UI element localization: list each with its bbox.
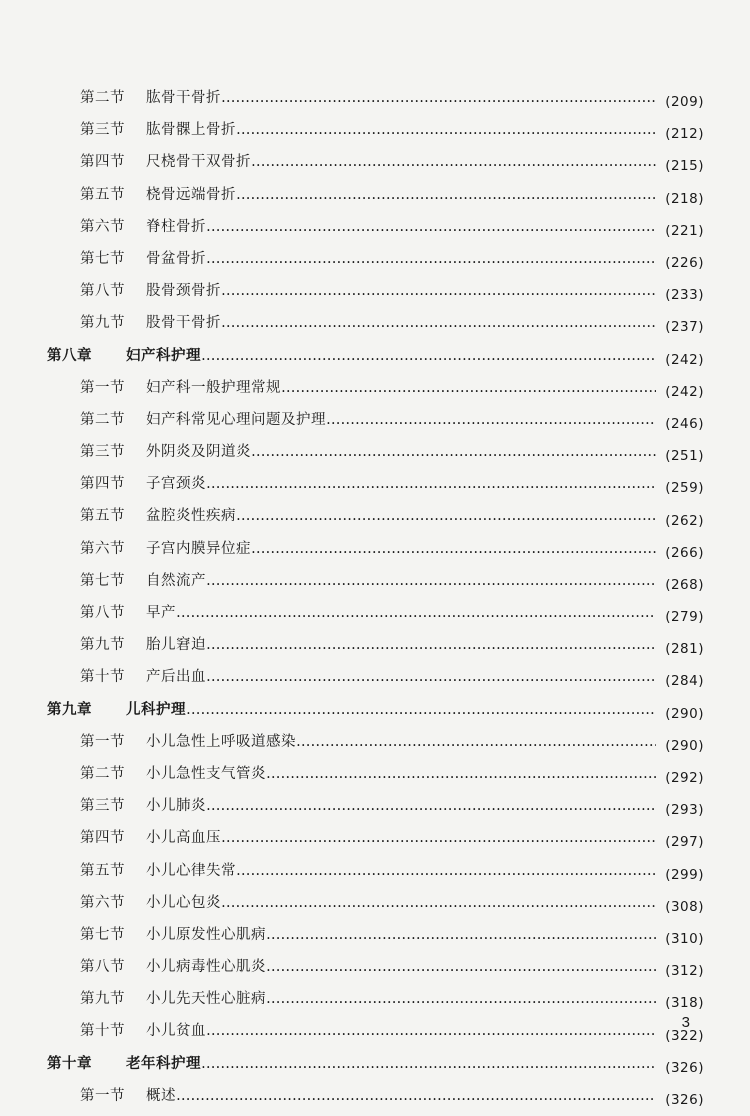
toc-section-row (0, 1019, 750, 1051)
toc-section-row (0, 569, 750, 601)
section-number: 第九节 (80, 315, 125, 332)
table-of-contents (0, 86, 750, 1116)
section-title: 胎儿窘迫 ……………………………………………………………………………………………………………………………… (146, 633, 664, 654)
toc-section-row (0, 601, 750, 633)
section-title: 小儿肺炎 ……………………………………………………………………………………………………………………………… (146, 794, 664, 815)
toc-entry-text (0, 86, 664, 118)
section-title: 子宫内膜异位症 ……………………………………………………………………………………………………………………………… (146, 537, 664, 558)
section-title: 概述 ……………………………………………………………………………………………………………………………… (146, 1084, 664, 1105)
toc-entry-text (0, 987, 664, 1019)
toc-section-row (0, 859, 750, 891)
toc-section-row (0, 215, 750, 247)
toc-chapter-row (0, 698, 750, 730)
toc-section-row (0, 987, 750, 1019)
toc-entry-text (0, 794, 664, 826)
section-title: 小儿心包炎 ……………………………………………………………………………………………………………………………… (146, 891, 664, 912)
page-ref: (242) (656, 352, 704, 368)
section-number: 第三节 (80, 444, 125, 461)
toc-section-row (0, 891, 750, 923)
section-title: 小儿心律失常 ……………………………………………………………………………………………………………………………… (146, 859, 664, 880)
section-title: 骨盆骨折 ……………………………………………………………………………………………………………………………… (146, 247, 664, 268)
chapter-title: 儿科护理 ……………………………………………………………………………………………………………………………… (126, 698, 664, 719)
toc-section-row (0, 376, 750, 408)
section-number: 第一节 (80, 1087, 125, 1104)
page-ref: (259) (656, 480, 704, 496)
section-title: 尺桡骨干双骨折 ……………………………………………………………………………………………………………………………… (146, 150, 664, 171)
section-number: 第七节 (80, 250, 125, 267)
section-number: 第九节 (80, 637, 125, 654)
toc-entry-text (0, 665, 664, 697)
page-ref: (326) (656, 1092, 704, 1108)
section-title: 肱骨髁上骨折 ……………………………………………………………………………………………………………………………… (146, 118, 664, 139)
toc-entry-text (0, 762, 664, 794)
toc-section-row (0, 183, 750, 215)
toc-section-row (0, 279, 750, 311)
page-ref: (212) (656, 126, 704, 142)
page-ref: (318) (656, 995, 704, 1011)
page-ref: (312) (656, 963, 704, 979)
chapter-title: 妇产科护理 ……………………………………………………………………………………………………………………………… (126, 344, 664, 365)
toc-entry-text (0, 376, 664, 408)
page-ref: (297) (656, 834, 704, 850)
section-title: 桡骨远端骨折 ……………………………………………………………………………………………………………………………… (146, 183, 664, 204)
section-number: 第六节 (80, 218, 125, 235)
section-title: 小儿病毒性心肌炎 ……………………………………………………………………………………………………………………………… (146, 955, 664, 976)
toc-section-row (0, 955, 750, 987)
page-ref: (308) (656, 899, 704, 915)
page-ref: (326) (656, 1060, 704, 1076)
page-ref: (290) (656, 706, 704, 722)
section-number: 第二节 (80, 765, 125, 782)
section-title: 小儿原发性心肌病 ……………………………………………………………………………………………………………………………… (146, 923, 664, 944)
toc-section-row (0, 440, 750, 472)
page-ref: (281) (656, 641, 704, 657)
page-ref: (262) (656, 513, 704, 529)
toc-entry-text (0, 537, 664, 569)
toc-entry-text (0, 440, 664, 472)
section-number: 第五节 (80, 508, 125, 525)
section-title: 盆腔炎性疾病 ……………………………………………………………………………………………………………………………… (146, 504, 664, 525)
toc-section-row (0, 923, 750, 955)
toc-entry-text (0, 826, 664, 858)
section-title: 股骨干骨折 ……………………………………………………………………………………………………………………………… (146, 311, 664, 332)
section-number: 第三节 (80, 798, 125, 815)
page-ref: (246) (656, 416, 704, 432)
page-ref: (292) (656, 770, 704, 786)
section-number: 第五节 (80, 186, 125, 203)
section-number: 第七节 (80, 926, 125, 943)
toc-entry-text (0, 472, 664, 504)
section-title: 自然流产 ……………………………………………………………………………………………………………………………… (146, 569, 664, 590)
page-ref: (293) (656, 802, 704, 818)
toc-section-row (0, 504, 750, 536)
chapter-title: 老年科护理 ……………………………………………………………………………………………………………………………… (126, 1052, 664, 1073)
toc-section-row (0, 86, 750, 118)
page-ref: (218) (656, 191, 704, 207)
toc-section-row (0, 408, 750, 440)
section-number: 第八节 (80, 959, 125, 976)
toc-entry-text (0, 569, 664, 601)
section-title: 小儿贫血 ……………………………………………………………………………………………………………………………… (146, 1019, 664, 1040)
toc-entry-text (0, 150, 664, 182)
section-number: 第二节 (80, 411, 125, 428)
toc-section-row (0, 1084, 750, 1116)
toc-entry-text (0, 247, 664, 279)
section-number: 第一节 (80, 379, 125, 396)
page-ref: (233) (656, 287, 704, 303)
page-ref: (322) (656, 1028, 704, 1044)
chapter-number: 第九章 (47, 700, 92, 718)
toc-section-row (0, 794, 750, 826)
page-ref: (209) (656, 94, 704, 110)
section-title: 妇产科一般护理常规 ……………………………………………………………………………………………………………………………… (146, 376, 664, 397)
toc-chapter-row (0, 344, 750, 376)
page-ref: (242) (656, 384, 704, 400)
toc-section-row (0, 247, 750, 279)
section-number: 第九节 (80, 991, 125, 1008)
toc-entry-text (0, 504, 664, 536)
page-ref: (221) (656, 223, 704, 239)
toc-entry-text (0, 279, 664, 311)
section-number: 第六节 (80, 540, 125, 557)
section-title: 小儿先天性心脏病 ……………………………………………………………………………………………………………………………… (146, 987, 664, 1008)
toc-entry-text (0, 311, 664, 343)
section-number: 第十节 (80, 669, 125, 686)
section-title: 小儿急性支气管炎 ……………………………………………………………………………………………………………………………… (146, 762, 664, 783)
section-number: 第二节 (80, 90, 125, 106)
toc-entry-text (0, 698, 664, 730)
section-title: 产后出血 ……………………………………………………………………………………………………………………………… (146, 665, 664, 686)
section-number: 第七节 (80, 572, 125, 589)
section-title: 肱骨干骨折 ……………………………………………………………………………………………………………………………… (146, 86, 664, 107)
section-number: 第六节 (80, 894, 125, 911)
page-number: 3 (681, 1014, 690, 1031)
section-title: 股骨颈骨折 ……………………………………………………………………………………………………………………………… (146, 279, 664, 300)
section-number: 第四节 (80, 154, 125, 171)
section-number: 第十节 (80, 1023, 125, 1040)
chapter-number: 第十章 (47, 1054, 92, 1072)
section-number: 第四节 (80, 830, 125, 847)
page-ref: (237) (656, 319, 704, 335)
section-number: 第五节 (80, 862, 125, 879)
section-number: 第三节 (80, 122, 125, 139)
section-number: 第八节 (80, 605, 125, 621)
toc-entry-text (0, 408, 664, 440)
toc-entry-text (0, 183, 664, 215)
section-title: 小儿高血压 ……………………………………………………………………………………………………………………………… (146, 826, 664, 847)
toc-entry-text (0, 859, 664, 891)
toc-entry-text (0, 1084, 664, 1116)
toc-entry-text (0, 1052, 664, 1084)
toc-entry-text (0, 344, 664, 376)
section-title: 子宫颈炎 ……………………………………………………………………………………………………………………………… (146, 472, 664, 493)
section-title: 外阴炎及阴道炎 ……………………………………………………………………………………………………………………………… (146, 440, 664, 461)
page-ref: (215) (656, 158, 704, 174)
section-title: 脊柱骨折 ……………………………………………………………………………………………………………………………… (146, 215, 664, 236)
toc-section-row (0, 150, 750, 182)
toc-section-row (0, 730, 750, 762)
toc-entry-text (0, 730, 664, 762)
section-number: 第八节 (80, 283, 125, 300)
section-title: 妇产科常见心理问题及护理 ……………………………………………………………………………………………………………………………… (146, 408, 664, 429)
page-ref: (279) (656, 609, 704, 625)
section-number: 第一节 (80, 733, 125, 750)
page-ref: (284) (656, 673, 704, 689)
section-number: 第四节 (80, 476, 125, 493)
page-ref: (266) (656, 545, 704, 561)
toc-entry-text (0, 891, 664, 923)
toc-entry-text (0, 1019, 664, 1051)
page-ref: (299) (656, 867, 704, 883)
toc-section-row (0, 472, 750, 504)
page-ref: (251) (656, 448, 704, 464)
toc-chapter-row (0, 1052, 750, 1084)
toc-section-row (0, 762, 750, 794)
toc-section-row (0, 118, 750, 150)
page-ref: (226) (656, 255, 704, 271)
chapter-number: 第八章 (47, 346, 92, 364)
toc-section-row (0, 311, 750, 343)
toc-entry-text (0, 601, 664, 633)
toc-entry-text (0, 118, 664, 150)
toc-section-row (0, 826, 750, 858)
toc-entry-text (0, 633, 664, 665)
toc-section-row (0, 665, 750, 697)
toc-entry-text (0, 215, 664, 247)
toc-section-row (0, 537, 750, 569)
page-ref: (268) (656, 577, 704, 593)
toc-entry-text (0, 923, 664, 955)
section-title: 小儿急性上呼吸道感染 ……………………………………………………………………………………………………………………………… (146, 730, 664, 751)
section-title: 早产 ……………………………………………………………………………………………………………………………… (146, 601, 664, 622)
toc-section-row (0, 633, 750, 665)
toc-entry-text (0, 955, 664, 987)
page-ref: (290) (656, 738, 704, 754)
page-ref: (310) (656, 931, 704, 947)
